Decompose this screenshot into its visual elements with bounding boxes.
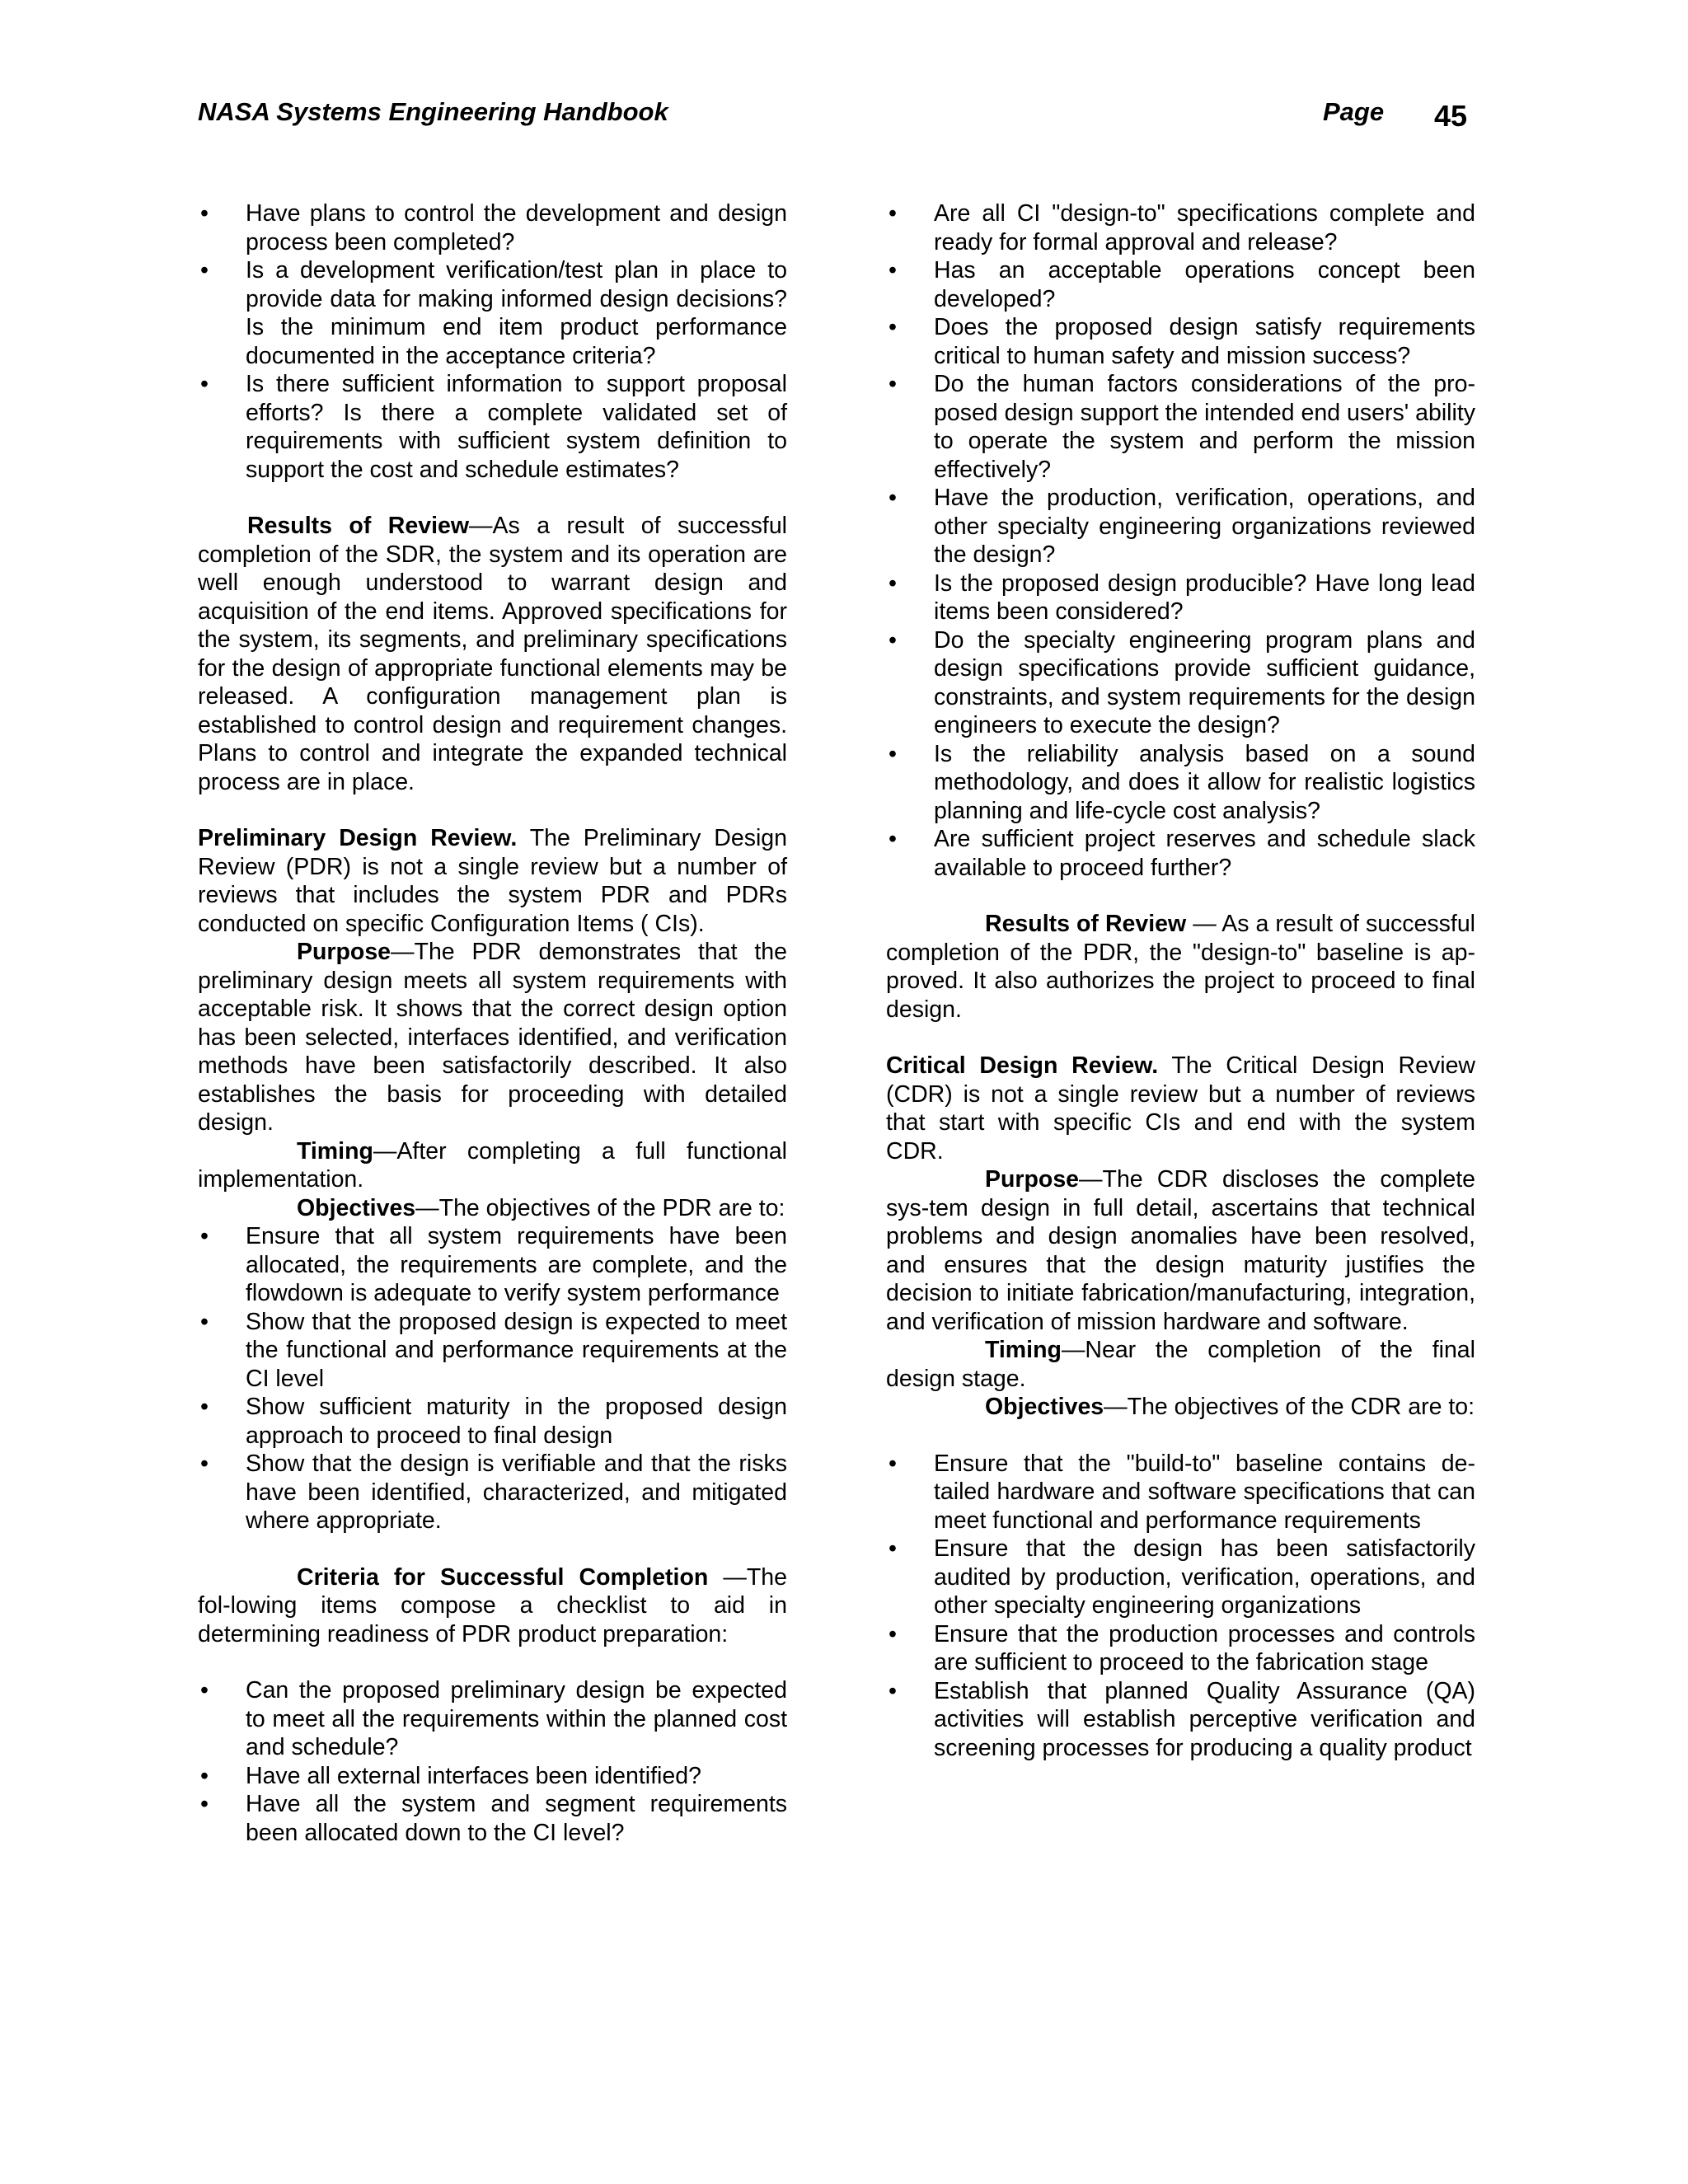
page-header [198, 97, 1467, 134]
pdr-criteria-list [198, 1676, 787, 1847]
right-column [886, 199, 1475, 1762]
list-item: • Ensure that all system requirements have been allocated, the requirements are complete, and the flowdown is adequate to verify system performance [200, 1223, 787, 1306]
cdr-objectives-list [886, 1450, 1475, 1763]
pdr-results-paragraph: Results of Review — As a result of successful completion of the PDR, the "design-to" baseline is ap-proved. It also authorizes the project to proceed to final design. [886, 911, 1476, 1023]
pdr-purpose-paragraph: Purpose—The PDR demonstrates that the preliminary design meets all system requirements with acceptable risk. It shows that the correct design option has been selected, interfaces identified, and verification methods have been satisfactorily described. It also establishes the basis for proceeding with detailed design. [198, 939, 787, 1136]
document-title: NASA Systems Engineering Handbook [198, 97, 668, 126]
list-item: • Are all CI "design-to" specifications complete and ready for formal approval and release? [889, 200, 1475, 255]
list-item: • Have all the system and segment requirements been allocated down to the CI level? [200, 1791, 787, 1846]
pdr-timing-paragraph: Timing—After completing a full functional implementation. [198, 1137, 787, 1193]
page-label: Page [1323, 97, 1385, 126]
cdr-purpose-paragraph: Purpose—The CDR discloses the complete sys-tem design in full detail, ascertains that technical problems and design anomalies have been resolved, and ensures that the design maturity justifies the decision to initiate fabrication/manufacturing, integration, and verification of mission hardware and software. [886, 1166, 1475, 1335]
pdr-intro-paragraph: Preliminary Design Review. The Preliminary Design Review (PDR) is not a single review but a number of reviews that includes the system PDR and PDRs conducted on specific Configuration Items ( CIs). [198, 825, 788, 937]
list-item: • Ensure that the production processes and controls are sufficient to proceed to the fabrication stage [889, 1620, 1475, 1675]
list-item: • Can the proposed preliminary design be expected to meet all the requirements within the planned cost and schedule? [200, 1677, 787, 1760]
left-column [198, 199, 787, 1847]
list-item: • Is a development verification/test plan in place to provide data for making informed design decisions? Is the minimum end item product performance documented in the acceptance criteria? [200, 257, 787, 369]
sdr-results-paragraph: Results of Review—As a result of successful completion of the SDR, the system and its operation are well enough understood to warrant design and acquisition of the end items. Approved specifications for the system, its segments, and preliminary specifications for the design of appropriate functional elements may be released. A configuration management plan is established to control design and requirement changes. Plans to control and integrate the expanded technical process are in place. [198, 513, 788, 795]
list-item: • Have all external interfaces been identified? [200, 1762, 701, 1789]
cdr-timing-paragraph: Timing—Near the completion of the final design stage. [886, 1337, 1475, 1392]
list-item: • Do the human factors considerations of the pro-posed design support the intended end users' ability to operate the system and perform the mission effectively? [889, 371, 1475, 483]
list-item: • Show that the proposed design is expected to meet the functional and performance requirements at the CI level [200, 1308, 787, 1392]
list-item: • Establish that planned Quality Assurance (QA) activities will establish perceptive verification and screening processes for producing a quality product [889, 1677, 1475, 1761]
list-item: • Is there sufficient information to support proposal efforts? Is there a complete validated set of requirements with sufficient system definition to support the cost and schedule estimates? [200, 371, 787, 483]
cdr-objectives-paragraph: Objectives—The objectives of the CDR are to: [985, 1394, 1475, 1420]
list-item: • Has an acceptable operations concept been developed? [889, 257, 1475, 312]
list-item: • Do the specialty engineering program plans and design specifications provide sufficient guidance, constraints, and system requirements for the design engineers to execute the design? [889, 626, 1475, 738]
section-heading-pdr: Preliminary Design Review. [198, 825, 518, 851]
pdr-criteria-list-continued [886, 199, 1475, 882]
pdr-criteria-paragraph: Criteria for Successful Completion —The fol-lowing items compose a checklist to aid in determining readiness of PDR product preparation: [198, 1563, 788, 1647]
list-item: • Does the proposed design satisfy requirements critical to human safety and mission success? [889, 314, 1475, 369]
pdr-objectives-list [198, 1222, 787, 1535]
page-number: 45 [1434, 99, 1468, 133]
pdr-objectives-paragraph: Objectives—The objectives of the PDR are to: [297, 1194, 785, 1221]
results-heading: Results of Review [247, 513, 470, 539]
list-item: • Have the production, verification, operations, and other specialty engineering organizations reviewed the design? [889, 485, 1475, 568]
list-item: • Are sufficient project reserves and schedule slack available to proceed further? [889, 826, 1475, 881]
list-item: • Is the proposed design producible? Have long lead items been considered? [889, 569, 1475, 625]
results-heading: Results of Review [985, 911, 1187, 937]
section-heading-cdr: Critical Design Review. [886, 1052, 1159, 1079]
list-item: • Show sufficient maturity in the proposed design approach to proceed to final design [200, 1394, 787, 1449]
list-item: • Is the reliability analysis based on a sound methodology, and does it allow for realistic logistics planning and life-cycle cost analysis? [889, 740, 1475, 824]
list-item: • Show that the design is verifiable and that the risks have been identified, characterized, and mitigated where appropriate. [200, 1451, 787, 1534]
cdr-intro-paragraph: Critical Design Review. The Critical Design Review (CDR) is not a single review but a number of reviews that start with specific CIs and end with the system CDR. [886, 1052, 1475, 1165]
list-item: • Ensure that the "build-to" baseline contains de-tailed hardware and software specifications that can meet functional and performance requirements [889, 1450, 1475, 1534]
list-item: • Have plans to control the development and design process been completed? [200, 200, 787, 255]
sdr-checklist [198, 199, 787, 484]
list-item: • Ensure that the design has been satisfactorily audited by production, verification, operations, and other specialty engineering organizations [889, 1535, 1475, 1619]
